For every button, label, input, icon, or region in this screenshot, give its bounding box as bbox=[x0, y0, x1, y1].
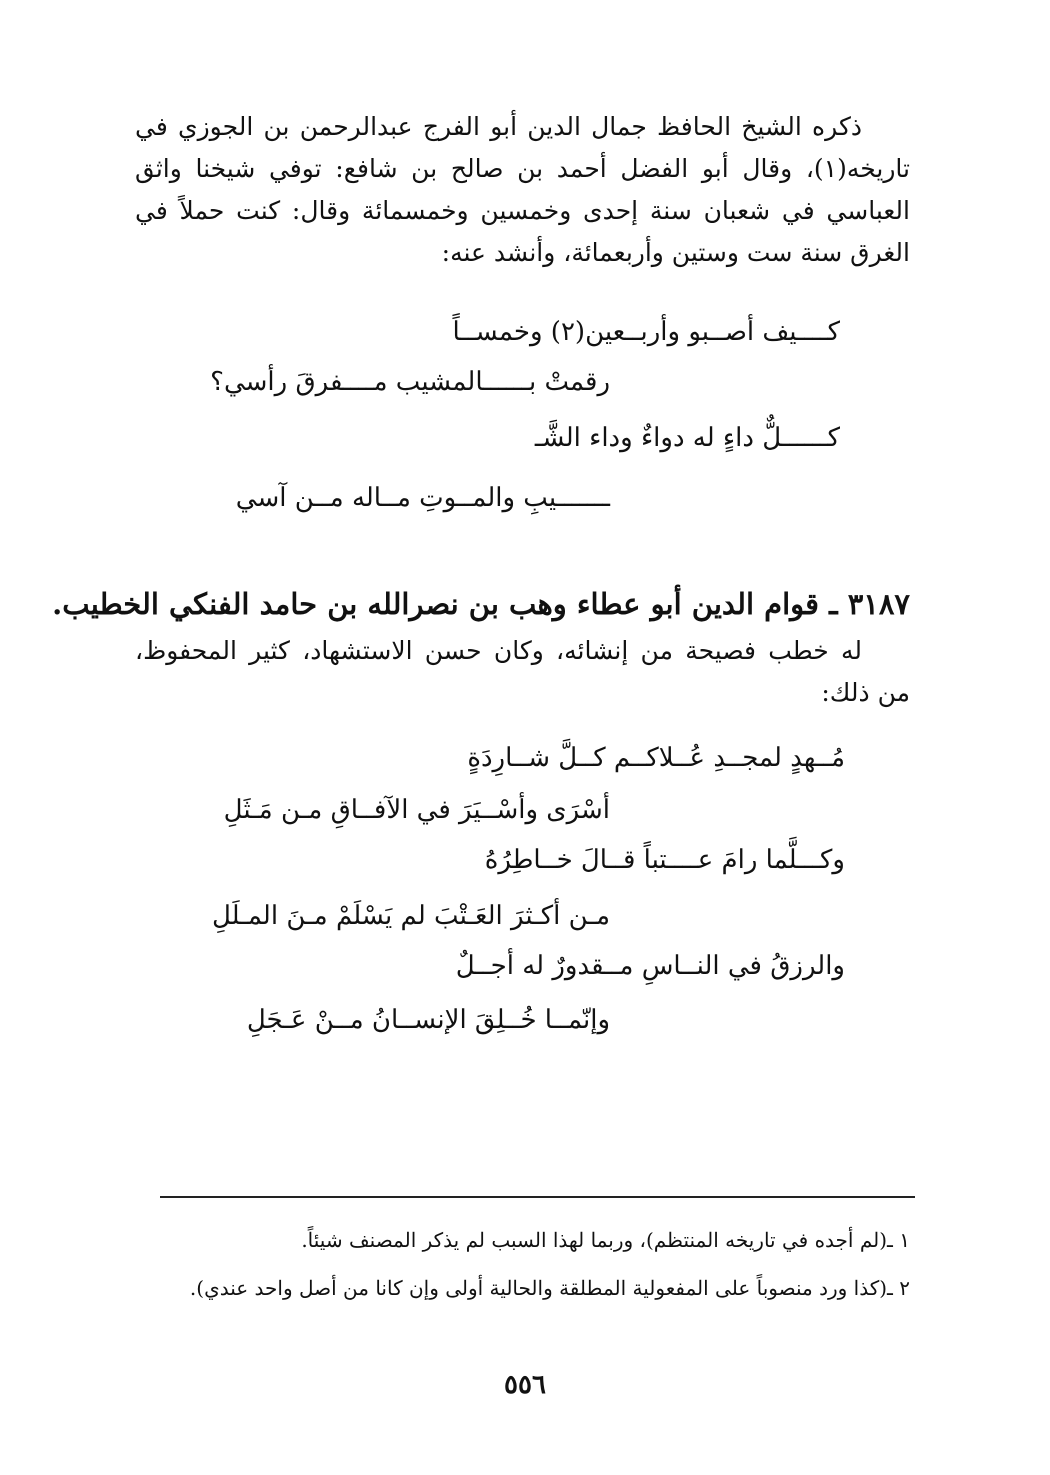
entry-heading: ٣١٨٧ ـ قوام الدين أبو عطاء وهب بن نصرالله بن حامد الفنكي الخطيب. bbox=[52, 587, 910, 621]
footnote-2: ٢ ـ(كذا ورد منصوباً على المفعولية المطلقة والحالية أولى وإن كانا من أصل واحد عندي). bbox=[189, 1276, 910, 1300]
paragraph-text: ذكره الشيخ الحافظ جمال الدين أبو الفرج عبدالرحمن بن الجوزي في تاريخه(١)، وقال أبو الفضل أحمد بن صالح بن شافع: توفي شيخنا واثق العباسي في شعبان سنة إحدى وخمسين وخمسمائة وقال: كنت حملاً في الغرق سنة ست وستين وأربعمائة، وأنشد عنه: bbox=[135, 112, 910, 267]
poem-line: كــــيف أصــبو وأربــعين(٢) وخمســاً bbox=[452, 317, 840, 347]
poem-line: والرزقُ في النــاسِ مــقدورٌ له أجــلٌ bbox=[455, 951, 845, 981]
poem-line: وكـــلَّما رامَ عــــتباً قــالَ خــاطِرُهُ bbox=[484, 845, 845, 875]
paragraph-previous-entry bbox=[135, 106, 910, 274]
poem-line: مـن أكـثرَ العَـتْبَ لم يَسْلَمْ مـنَ المـلَلِ bbox=[211, 901, 610, 931]
paragraph-text: له خطب فصيحة من إنشائه، وكان حسن الاستشهاد، كثير المحفوظ، من ذلك: bbox=[135, 636, 910, 707]
poem-line: أسْرَى وأسْــيَرَ في الآفــاقِ مـن مَـثَلِ bbox=[223, 795, 610, 825]
footnote-separator bbox=[160, 1196, 915, 1198]
footnote-1: ١ ـ(لم أجده في تاريخه المنتظم)، وربما لهذا السبب لم يذكر المصنف شيئاً. bbox=[301, 1228, 910, 1252]
page-number: ٥٥٦ bbox=[504, 1370, 546, 1400]
paragraph-entry bbox=[135, 630, 910, 714]
poem-line: رقمتْ بــــــالمشيب مــــفرقَ رأسي؟ bbox=[210, 367, 610, 397]
poem-line: مُــهدٍ لمجــدِ عُــلاكــم كــلَّ شــارِدَةٍ bbox=[467, 743, 845, 773]
poem-line: وإنّمــا خُــلِقَ الإنســانُ مــنْ عَـجَلِ bbox=[246, 1005, 610, 1035]
poem-line: ـــــــيبِ والمــوتِ مــاله مــن آسي bbox=[235, 483, 610, 513]
poem-line: كــــــلٌّ داءٍ له دواءٌ وداء الشَّـ bbox=[534, 423, 840, 453]
